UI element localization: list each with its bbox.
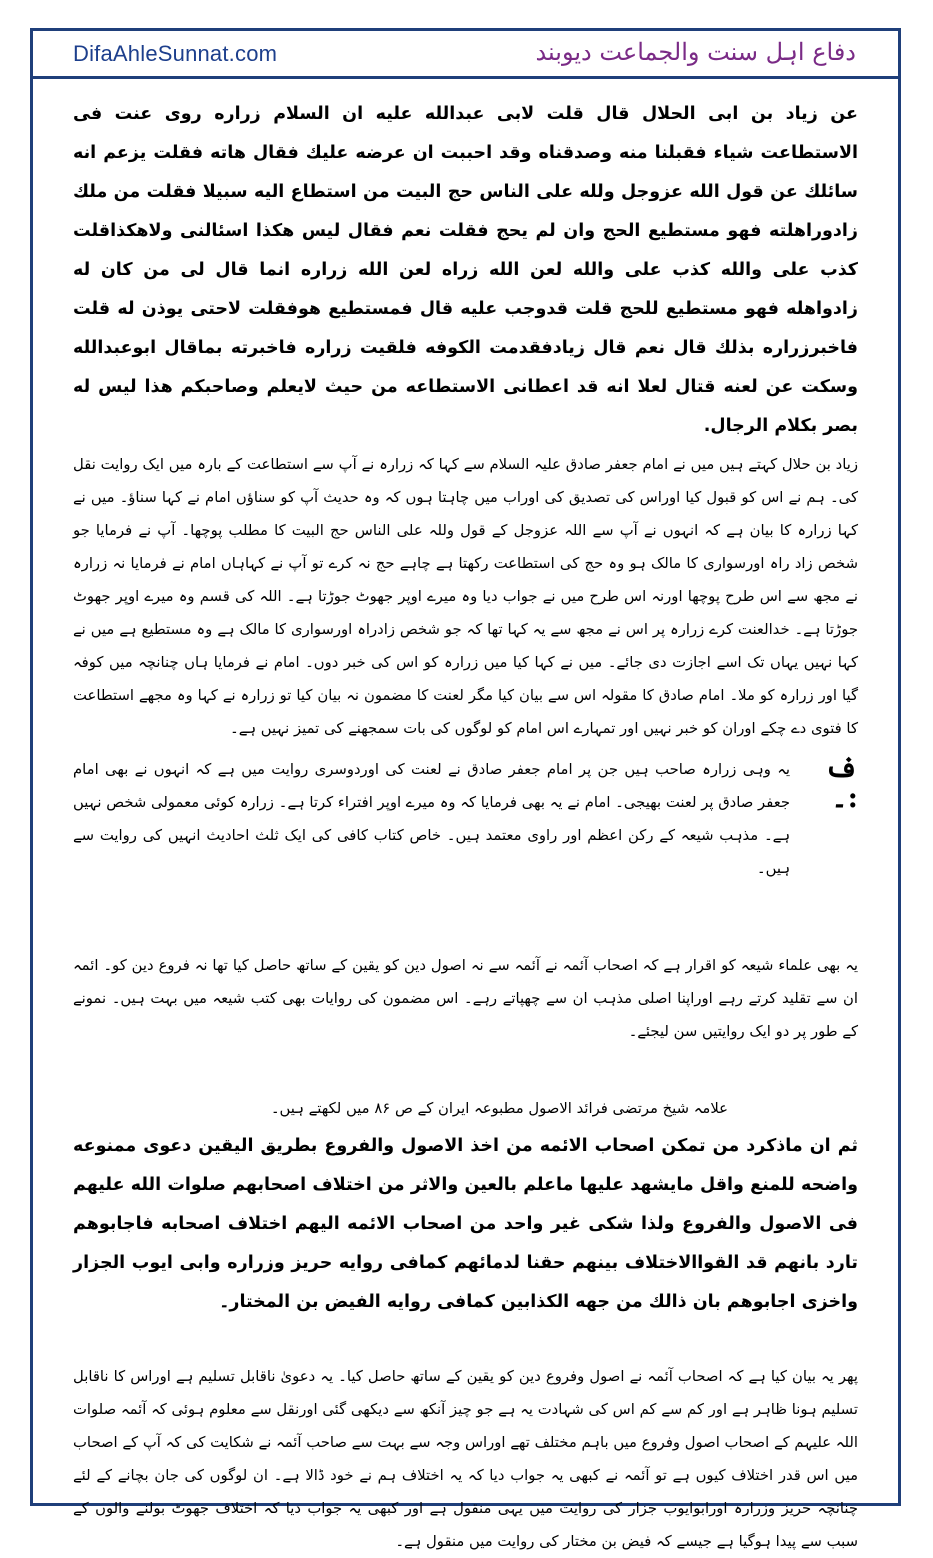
arabic-passage-2: ثم ان ماذكرد من تمكن اصحاب الائمه من اخذ الاصول والفروع بطريق اليقين دعوى ممنوعه واضحه للمنع واقل مايشهد عليها ماعلم بالعين والاثر من اختلاف اصحابهم صلوات الله عليهم فى الاصول والفروع ولذا شكى غير واحد من اصحاب الائمه اليهم اختلاف اصحابه فاجابوهم تارد بانهم قد القواالاختلاف بينهم حقنا لدمائهم كمافى روايه حريز وزراره وابى ايوب الجزار واخزى اجابوهم بان ذالك من جهه الكذابين كمافى روايه الفيض بن المختار۔	[73, 1136, 858, 1312]
page-content	[73, 95, 858, 1558]
site-url[interactable]: DifaAhleSunnat.com	[73, 41, 278, 66]
arabic-passage-1: عن زياد بن ابى الحلال قال قلت لابى عبدالله عليه ان السلام زراره روى عنت فى الاستطاعت شياء فقبلنا منه وصدقناه وقد احببت ان عرضه عليك فقال هاته فقلت يزعم انه سائلك عن قول الله عزوجل ولله على الناس حج البيت من استطاع اليه سبيلا فقلت من ملك زادوراهلته فهو مستطيع الحج وان لم يحج فقلت نعم فقال ليس هكذا اسئالنى ولاهكذاقلت كذب على والله كذب على والله لعن الله زراه لعن الله زراره انما قال لى من كان له زادواهله فهو مستطيع للحج قلت قدوجب عليه قال فمستطيع هوفقلت لاحتى يوذن له قلت فاخبرزراره بذلك قال نعم قال زيادفقدمت الكوفه فلقيت زراره فاخبرته بماقال ابوعبدالله وسكت عن لعنه قتال لعلا انه قد اعطانى الاستطاعه من حيث لايعلم وصاحبكم هذا ليس له بصر بكلام الرجال.	[73, 104, 858, 436]
note-text: یہ وہی زرارہ صاحب ہیں جن پر امام جعفر صادق نے لعنت کی اوردوسری روایت میں ہے کہ انہوں نے بھی امام جعفر صادق پر لعنت بھیجی۔ امام نے یہ بھی فرمایا کہ وہ میرے اوپر افتراء کرتا ہے۔ زرارہ کوئی معمولی شخص نہیں ہے۔ مذہب شیعہ کے رکن اعظم اور راوی معتمد ہیں۔ خاص کتاب کافی کی ایک ثلث احادیث انہیں کی روایت سے ہیں۔	[73, 761, 790, 877]
page-frame	[30, 28, 901, 1550]
urdu-translation-1: زیاد بن حلال کہتے ہیں میں نے امام جعفر صادق علیہ السلام سے کہا کہ زرارہ نے آپ سے استطاعت کے بارہ میں ایک روایت نقل کی۔ ہم نے اس کو قبول کیا اوراس کی تصدیق کی اوراب میں چاہتا ہوں کہ وہ حدیث آپ کو سناؤں امام نے کہا سناؤ۔ میں نے کہا زرارہ کا بیان ہے کہ انہوں نے آپ سے اللہ عزوجل کے قول وللہ علی الناس حج البیت کا مطلب پوچھا۔ آپ نے فرمایا جو شخص زاد راہ اورسواری کا مالک ہو وہ حج کی استطاعت رکھتا ہے چاہے حج نہ کرے تو آپ نے کہاہاں امام نے فرمایا نہ زرارہ نے مجھ سے اس طرح پوچھا اورنہ اس طرح میں نے جواب دیا وہ میرے اوپر جھوٹ جوڑتا ہے۔ اللہ کی قسم وہ میرے اوپر جھوٹ جوڑتا ہے۔ خدالعنت کرے زرارہ پر اس نے مجھ سے یہ کہا تھا کہ جو شخص زادراہ اورسواری کا مالک ہے وہ مستطیع ہے میں نے کہا نہیں یہاں تک اسے اجازت دی جائے۔ میں نے کہا کیا میں زرارہ کو اس کی خبر دوں۔ امام نے فرمایا ہاں چنانچہ میں کوفہ گیا اور زرارہ کو ملا۔ امام صادق کا مقولہ اس سے بیان کیا مگر لعنت کا مضمون نہ بیان کیا تو زرارہ نے کہا وہ مجھے استطاعت کا فتوی دے چکے اوران کو خبر نہیں اور تمہارے اس امام کو لوگوں کی بات سمجھنے کی تمیز نہیں ہے۔	[73, 456, 858, 737]
urdu-paragraph-2: یہ بھی علماء شیعہ کو اقرار ہے کہ اصحاب آئمہ نے آئمہ سے نہ اصول دین کو یقین کے ساتھ حاصل کیا تھا نہ فروع دین کو۔ ائمہ ان سے تقلید کرتے رہے اوراپنا اصلی مذہب ان سے چھپاتے رہے۔ اس مضمون کی روایات بھی کتب شیعہ میں بہت ہیں۔ نمونے کے طور پر دو ایک روایتیں سن لیجئے۔	[73, 957, 858, 1040]
page-header	[33, 31, 898, 79]
citation-line: علامہ شیخ مرتضی فرائد الاصول مطبوعہ ایران کے ص ۸۶ میں لکھتے ہیں۔	[270, 1100, 728, 1117]
note-marker: ف :۔	[825, 751, 858, 814]
site-title: دفاع اہل سنت والجماعت دیوبند	[535, 38, 856, 66]
note-block	[73, 753, 858, 885]
urdu-paragraph-3: پھر یہ بیان کیا ہے کہ اصحاب آئمہ نے اصول وفروع دین کو یقین کے ساتھ حاصل کیا۔ یہ دعویٰ ناقابل تسلیم ہے اوراس کا ناقابل تسلیم ہونا ظاہر ہے اور کم سے کم اس کی شہادت یہ ہے جو چیز آنکھ سے دیکھی گئی اورنقل سے معلوم ہوئی کہ آئمہ صلوات اللہ علیہم کے اصحاب اصول وفروع میں باہم مختلف تھے اوراس وجہ سے بہت سے صاحب آئمہ نے شکایت کی کہ آپ کے اصحاب میں اس قدر اختلاف کیوں ہے تو آئمہ نے کبھی یہ جواب دیا کہ یہ اختلاف ہم نے خود ڈالا ہے۔ ان لوگوں کی جان بچانے کے لئے چنانچہ حریز وزرارہ اورابوایوب جزار کی روایت میں یہی منقول ہے اور کبھی یہ جواب دیا کہ اختلاف جھوٹ بولنے والوں کے سبب سے پیدا ہوگیا ہے جیسے کہ فیض بن مختار کی روایت میں منقول ہے۔	[73, 1368, 858, 1550]
